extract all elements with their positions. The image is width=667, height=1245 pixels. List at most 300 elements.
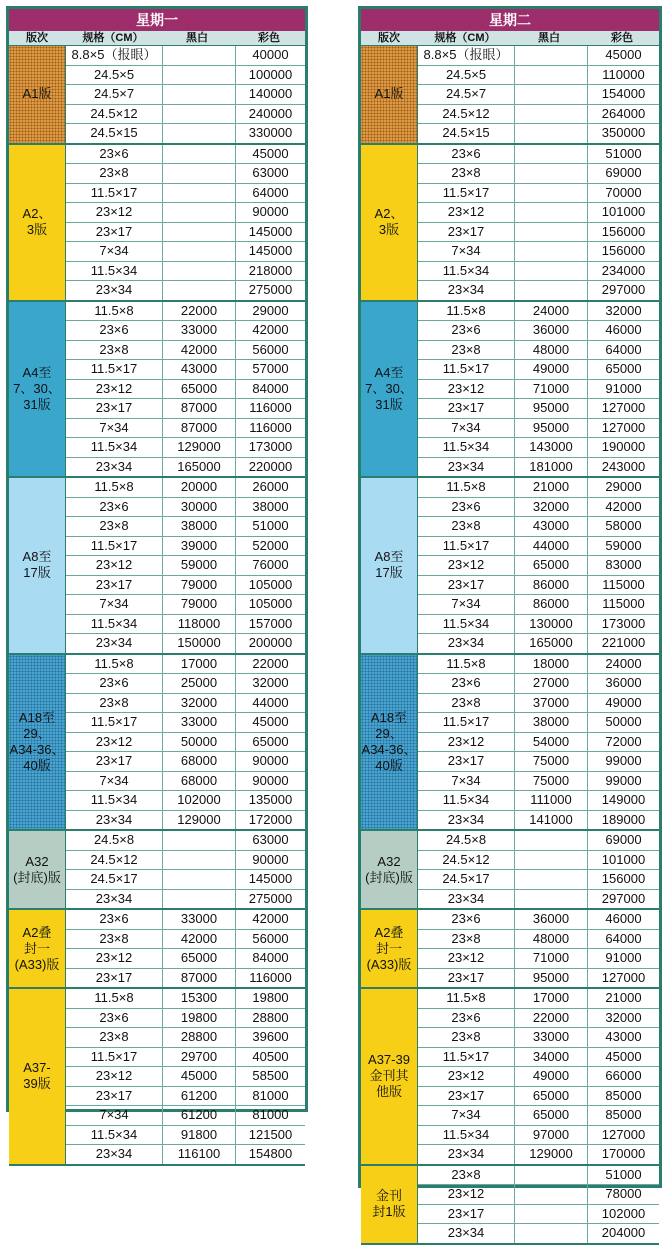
table-row — [418, 478, 659, 498]
color-price-cell: 46000 — [605, 322, 642, 337]
color-price-cell: 58000 — [605, 518, 642, 533]
color-price-cell: 81000 — [252, 1087, 289, 1103]
bw-price-cell — [163, 124, 236, 143]
size-cell: 23×6 — [66, 321, 163, 340]
table-row — [66, 321, 305, 341]
table-row — [66, 851, 305, 871]
color-price-cell: 170000 — [601, 1146, 646, 1161]
table-row — [66, 438, 305, 458]
table-row — [66, 634, 305, 653]
table-row — [66, 360, 305, 380]
bw-price-cell — [515, 184, 588, 203]
color-price-cell: 29000 — [605, 479, 642, 494]
bw-price-cell: 87000 — [163, 419, 236, 438]
edition-label: A4至 7、30、 31版 — [9, 302, 66, 477]
edition-group — [9, 910, 305, 989]
table-row — [418, 66, 659, 86]
size-cell: 11.5×34 — [418, 791, 515, 810]
table-row — [66, 674, 305, 694]
table-row — [418, 1067, 659, 1087]
size-cell: 23×34 — [418, 1145, 515, 1164]
color-price-cell: 115000 — [602, 576, 645, 592]
size-cell: 23×6 — [66, 145, 163, 164]
color-price-cell: 52000 — [252, 537, 289, 553]
bw-price-cell — [163, 223, 236, 242]
edition-group — [9, 46, 305, 145]
edition-group — [9, 655, 305, 832]
bw-price-cell: 49000 — [515, 360, 588, 379]
size-cell: 23×17 — [418, 1087, 515, 1106]
color-price-cell: 76000 — [252, 557, 289, 572]
bw-price-cell — [163, 831, 236, 850]
color-price-cell: 44000 — [252, 694, 289, 710]
size-cell: 11.5×34 — [418, 262, 515, 281]
color-price-cell: 64000 — [605, 341, 642, 357]
size-cell: 23×17 — [418, 969, 515, 988]
table-row — [418, 1028, 659, 1048]
color-price-cell: 243000 — [601, 458, 646, 474]
size-cell: 11.5×8 — [418, 989, 515, 1008]
size-cell: 23×6 — [66, 910, 163, 929]
table-row — [418, 1185, 659, 1205]
table-row — [418, 870, 659, 890]
bw-price-cell: 43000 — [163, 360, 236, 379]
edition-group — [361, 989, 659, 1166]
table-row — [418, 419, 659, 439]
bw-price-cell — [163, 870, 236, 889]
size-cell: 23×17 — [66, 969, 163, 988]
size-cell: 23×17 — [418, 752, 515, 771]
bw-price-cell: 29700 — [163, 1048, 236, 1067]
size-cell: 23×8 — [66, 694, 163, 713]
bw-price-cell — [163, 105, 236, 124]
column-header-row — [9, 31, 305, 46]
table-row — [66, 203, 305, 223]
table-row — [418, 910, 659, 930]
size-cell: 23×34 — [418, 634, 515, 653]
table-row — [66, 595, 305, 615]
size-cell: 24.5×8 — [418, 831, 515, 850]
edition-rows — [66, 655, 305, 830]
table-row — [418, 890, 659, 909]
size-cell: 23×8 — [66, 164, 163, 183]
table-row — [418, 949, 659, 969]
col-header-size: 规格（CM） — [434, 32, 496, 44]
bw-price-cell: 38000 — [163, 517, 236, 536]
color-price-cell: 56000 — [252, 930, 289, 946]
color-price-cell: 45000 — [252, 714, 289, 729]
bw-price-cell: 75000 — [515, 772, 588, 791]
edition-label: A2叠 封一 (A33)版 — [361, 910, 418, 987]
size-cell: 23×12 — [66, 380, 163, 399]
edition-group — [361, 145, 659, 302]
size-cell: 24.5×7 — [66, 85, 163, 104]
size-cell: 23×6 — [66, 1009, 163, 1028]
size-cell: 23×12 — [418, 380, 515, 399]
table-row — [418, 1205, 659, 1225]
bw-price-cell: 28800 — [163, 1028, 236, 1047]
size-cell: 23×12 — [418, 556, 515, 575]
table-row — [66, 1067, 305, 1087]
col-header-color: 彩色 — [258, 32, 280, 44]
col-header-bw: 黑白 — [538, 32, 560, 44]
table-row — [66, 105, 305, 125]
size-cell: 23×8 — [418, 341, 515, 360]
bw-price-cell: 181000 — [515, 458, 588, 477]
table-row — [418, 223, 659, 243]
col-header-size: 规格（CM） — [82, 32, 144, 44]
color-price-cell: 330000 — [248, 125, 293, 140]
bw-price-cell — [515, 223, 588, 242]
table-row — [66, 66, 305, 86]
bw-price-cell — [515, 46, 588, 65]
size-cell: 23×6 — [418, 498, 515, 517]
bw-price-cell: 48000 — [515, 930, 588, 949]
bw-price-cell: 141000 — [515, 811, 588, 830]
table-row — [418, 438, 659, 458]
size-cell: 23×8 — [66, 930, 163, 949]
table-row — [66, 890, 305, 909]
bw-price-cell: 150000 — [163, 634, 236, 653]
table-row — [418, 1048, 659, 1068]
table-row — [418, 517, 659, 537]
bw-price-cell: 33000 — [163, 910, 236, 929]
table-row — [418, 164, 659, 184]
size-cell: 23×12 — [66, 949, 163, 968]
size-cell: 23×8 — [66, 341, 163, 360]
bw-price-cell: 39000 — [163, 537, 236, 556]
table-row — [418, 595, 659, 615]
size-cell: 7×34 — [418, 419, 515, 438]
table-row — [418, 694, 659, 714]
size-cell: 23×12 — [418, 949, 515, 968]
table-row — [66, 281, 305, 300]
table-row — [418, 242, 659, 262]
table-row — [418, 655, 659, 675]
color-price-cell: 64000 — [605, 930, 642, 946]
color-price-cell: 83000 — [605, 557, 642, 572]
edition-rows — [66, 989, 305, 1164]
edition-group — [9, 302, 305, 479]
color-price-cell: 156000 — [601, 243, 646, 258]
edition-rows — [418, 145, 659, 300]
bw-price-cell: 43000 — [515, 517, 588, 536]
color-price-cell: 90000 — [252, 204, 289, 219]
size-cell: 23×17 — [66, 752, 163, 771]
size-cell: 23×6 — [418, 1009, 515, 1028]
table-row — [418, 556, 659, 576]
size-cell: 23×17 — [418, 399, 515, 418]
edition-rows — [418, 989, 659, 1164]
color-price-cell: 218000 — [248, 262, 293, 278]
size-cell: 11.5×8 — [66, 989, 163, 1008]
size-cell: 11.5×17 — [66, 537, 163, 556]
color-price-cell: 84000 — [252, 380, 289, 396]
size-cell: 23×12 — [418, 203, 515, 222]
edition-label: A37- 39版 — [9, 989, 66, 1164]
size-cell: 23×8 — [418, 1028, 515, 1047]
bw-price-cell: 61200 — [163, 1087, 236, 1106]
size-cell: 23×6 — [418, 145, 515, 164]
size-cell: 23×8 — [418, 694, 515, 713]
bw-price-cell: 37000 — [515, 694, 588, 713]
color-price-cell: 81000 — [252, 1107, 289, 1122]
color-price-cell: 59000 — [605, 537, 642, 553]
size-cell: 8.8×5（报眼） — [66, 46, 163, 65]
size-cell: 24.5×8 — [66, 831, 163, 850]
color-price-cell: 100000 — [248, 66, 293, 82]
color-price-cell: 42000 — [252, 911, 289, 926]
bw-price-cell: 65000 — [163, 380, 236, 399]
color-price-cell: 297000 — [601, 282, 646, 297]
table-row — [418, 811, 659, 830]
color-price-cell: 46000 — [605, 911, 642, 926]
edition-group — [9, 831, 305, 910]
table-row — [418, 399, 659, 419]
size-cell: 11.5×17 — [66, 713, 163, 732]
size-cell: 7×34 — [66, 772, 163, 791]
edition-rows — [66, 478, 305, 653]
table-row — [418, 1145, 659, 1164]
bw-price-cell: 36000 — [515, 321, 588, 340]
table-row — [418, 184, 659, 204]
table-row — [66, 910, 305, 930]
color-price-cell: 121500 — [248, 1126, 293, 1142]
edition-group — [361, 831, 659, 910]
size-cell: 11.5×34 — [418, 615, 515, 634]
table-row — [418, 851, 659, 871]
table-row — [418, 537, 659, 557]
color-price-cell: 189000 — [601, 811, 646, 827]
color-price-cell: 90000 — [252, 851, 289, 867]
color-price-cell: 140000 — [248, 86, 293, 101]
edition-rows — [418, 1166, 659, 1243]
edition-label: 金刊 封1版 — [361, 1166, 418, 1243]
bw-price-cell — [163, 203, 236, 222]
size-cell: 11.5×34 — [418, 438, 515, 457]
bw-price-cell — [515, 1224, 588, 1243]
size-cell: 11.5×34 — [66, 615, 163, 634]
panel-title: 星期一 — [9, 9, 305, 31]
color-price-cell: 90000 — [252, 772, 289, 788]
color-price-cell: 135000 — [248, 792, 293, 807]
size-cell: 23×12 — [418, 733, 515, 752]
bw-price-cell: 68000 — [163, 752, 236, 771]
size-cell: 11.5×8 — [66, 655, 163, 674]
table-row — [66, 752, 305, 772]
edition-rows — [66, 46, 305, 143]
size-cell: 23×8 — [418, 930, 515, 949]
size-cell: 23×12 — [66, 556, 163, 575]
table-row — [418, 203, 659, 223]
bw-price-cell: 116100 — [163, 1145, 236, 1164]
size-cell: 24.5×15 — [66, 124, 163, 143]
color-price-cell: 145000 — [248, 871, 293, 886]
monday-price-table — [6, 6, 308, 1161]
color-price-cell: 154800 — [248, 1146, 293, 1161]
size-cell: 11.5×34 — [66, 1126, 163, 1145]
bw-price-cell: 19800 — [163, 1009, 236, 1028]
bw-price-cell: 17000 — [515, 989, 588, 1008]
table-row — [418, 360, 659, 380]
color-price-cell: 156000 — [601, 223, 646, 239]
bw-price-cell: 79000 — [163, 595, 236, 614]
table-row — [66, 262, 305, 282]
bw-price-cell — [163, 145, 236, 164]
table-row — [66, 380, 305, 400]
edition-rows — [66, 302, 305, 477]
bw-price-cell — [163, 184, 236, 203]
color-price-cell: 127000 — [601, 400, 646, 415]
color-price-cell: 275000 — [248, 890, 293, 906]
table-row — [66, 556, 305, 576]
table-row — [418, 831, 659, 851]
color-price-cell: 127000 — [601, 1126, 646, 1142]
size-cell: 11.5×34 — [418, 1126, 515, 1145]
bw-price-cell — [515, 124, 588, 143]
edition-group — [9, 145, 305, 302]
bw-price-cell: 86000 — [515, 595, 588, 614]
table-row — [66, 576, 305, 596]
color-price-cell: 63000 — [252, 832, 289, 847]
table-row — [66, 498, 305, 518]
size-cell: 7×34 — [66, 595, 163, 614]
size-cell: 23×12 — [66, 203, 163, 222]
color-price-cell: 56000 — [252, 341, 289, 357]
color-price-cell: 350000 — [601, 125, 646, 140]
bw-price-cell: 68000 — [163, 772, 236, 791]
table-row — [418, 1106, 659, 1126]
size-cell: 11.5×8 — [418, 302, 515, 321]
table-row — [418, 1126, 659, 1146]
table-row — [66, 517, 305, 537]
size-cell: 11.5×17 — [66, 184, 163, 203]
color-price-cell: 200000 — [248, 635, 293, 650]
table-row — [66, 694, 305, 714]
table-row — [66, 124, 305, 143]
color-price-cell: 85000 — [605, 1087, 642, 1103]
bw-price-cell: 36000 — [515, 910, 588, 929]
size-cell: 23×12 — [418, 1185, 515, 1204]
size-cell: 7×34 — [66, 1106, 163, 1125]
table-row — [66, 791, 305, 811]
edition-label: A37-39 金刊其 他版 — [361, 989, 418, 1164]
col-header-bw: 黑白 — [186, 32, 208, 44]
table-row — [66, 713, 305, 733]
bw-price-cell: 87000 — [163, 969, 236, 988]
size-cell: 24.5×7 — [418, 85, 515, 104]
bw-price-cell — [163, 281, 236, 300]
size-cell: 23×34 — [418, 458, 515, 477]
size-cell: 23×17 — [418, 223, 515, 242]
color-price-cell: 38000 — [252, 498, 289, 514]
tuesday-price-table — [358, 6, 662, 1240]
bw-price-cell — [515, 281, 588, 300]
edition-label: A32 (封底)版 — [361, 831, 418, 908]
bw-price-cell — [163, 851, 236, 870]
size-cell: 23×34 — [66, 281, 163, 300]
color-price-cell: 99000 — [605, 753, 642, 768]
bw-price-cell: 95000 — [515, 969, 588, 988]
col-header-color: 彩色 — [611, 32, 633, 44]
size-cell: 23×17 — [66, 1087, 163, 1106]
bw-price-cell: 71000 — [515, 949, 588, 968]
bw-price-cell: 42000 — [163, 930, 236, 949]
table-row — [418, 498, 659, 518]
bw-price-cell — [515, 164, 588, 183]
table-row — [66, 1009, 305, 1029]
color-price-cell: 157000 — [248, 615, 293, 631]
bw-price-cell: 45000 — [163, 1067, 236, 1086]
color-price-cell: 105000 — [248, 576, 293, 592]
size-cell: 23×12 — [66, 1067, 163, 1086]
bw-price-cell: 34000 — [515, 1048, 588, 1067]
size-cell: 23×8 — [418, 1166, 515, 1185]
size-cell: 23×12 — [418, 1067, 515, 1086]
size-cell: 11.5×34 — [66, 262, 163, 281]
color-price-cell: 63000 — [252, 165, 289, 180]
size-cell: 23×34 — [418, 811, 515, 830]
color-price-cell: 45000 — [605, 47, 642, 62]
size-cell: 7×34 — [418, 242, 515, 261]
edition-label: A1版 — [361, 46, 418, 143]
table-row — [418, 791, 659, 811]
bw-price-cell: 25000 — [163, 674, 236, 693]
bw-price-cell: 65000 — [163, 949, 236, 968]
bw-price-cell: 61200 — [163, 1106, 236, 1125]
color-price-cell: 105000 — [248, 596, 293, 611]
edition-rows — [418, 910, 659, 987]
table-row — [418, 262, 659, 282]
bw-price-cell: 111000 — [515, 791, 588, 810]
color-price-cell: 36000 — [605, 675, 642, 690]
bw-price-cell: 20000 — [163, 478, 236, 497]
bw-price-cell: 24000 — [515, 302, 588, 321]
edition-group — [361, 478, 659, 655]
color-price-cell: 32000 — [605, 1009, 642, 1025]
size-cell: 11.5×34 — [66, 791, 163, 810]
bw-price-cell: 95000 — [515, 419, 588, 438]
table-row — [66, 811, 305, 830]
size-cell: 7×34 — [418, 772, 515, 791]
table-row — [66, 969, 305, 988]
size-cell: 23×6 — [418, 321, 515, 340]
size-cell: 23×6 — [66, 498, 163, 517]
color-price-cell: 234000 — [601, 262, 646, 278]
color-price-cell: 51000 — [252, 518, 289, 533]
bw-price-cell: 118000 — [163, 615, 236, 634]
color-price-cell: 102000 — [601, 1205, 646, 1221]
bw-price-cell: 38000 — [515, 713, 588, 732]
size-cell: 7×34 — [66, 242, 163, 261]
bw-price-cell — [163, 46, 236, 65]
edition-group — [9, 478, 305, 655]
bw-price-cell: 91800 — [163, 1126, 236, 1145]
bw-price-cell: 65000 — [515, 1087, 588, 1106]
table-row — [418, 145, 659, 165]
size-cell: 23×8 — [66, 1028, 163, 1047]
bw-price-cell: 30000 — [163, 498, 236, 517]
color-price-cell: 39600 — [252, 1029, 289, 1044]
edition-rows — [418, 302, 659, 477]
size-cell: 23×34 — [66, 811, 163, 830]
size-cell: 23×8 — [418, 164, 515, 183]
bw-price-cell: 130000 — [515, 615, 588, 634]
color-price-cell: 32000 — [252, 675, 289, 690]
color-price-cell: 45000 — [605, 1048, 642, 1064]
table-row — [418, 989, 659, 1009]
color-price-cell: 127000 — [601, 969, 646, 985]
